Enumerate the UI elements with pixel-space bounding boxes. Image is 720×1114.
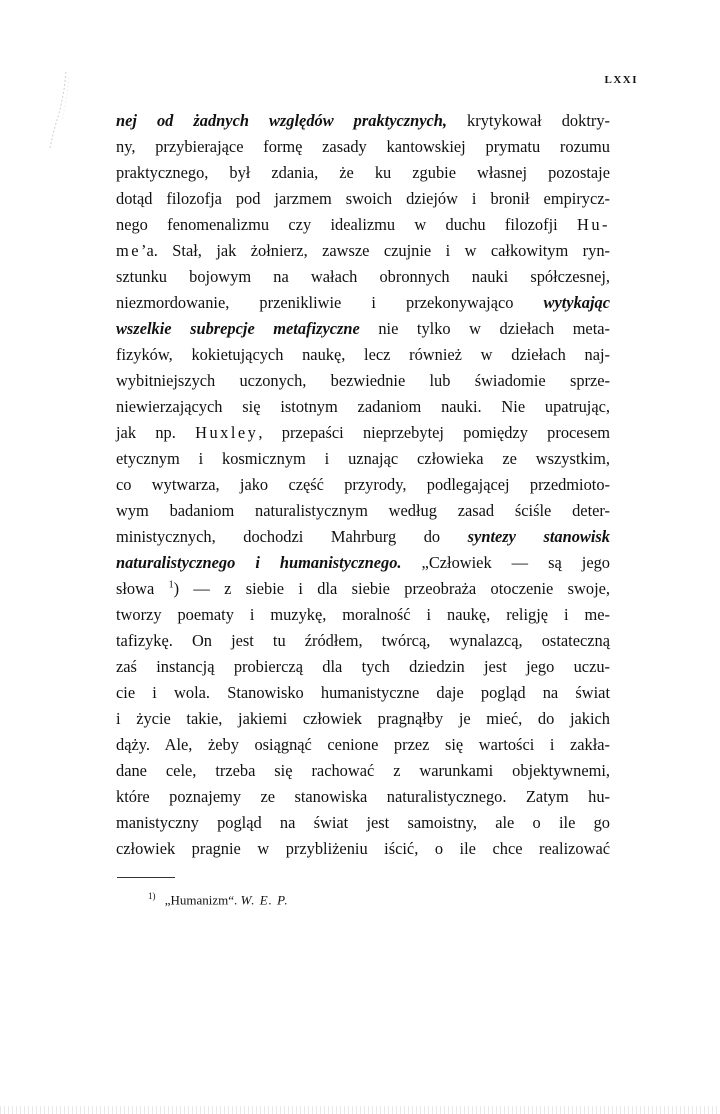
- text-line-15: co wytwarza, jako część przyrody, podlegającej przedmioto-: [116, 475, 610, 494]
- text-line-20: tworzy poematy i muzykę, moralność i naukę, religję i me-: [116, 605, 610, 624]
- text-line-18: naturalistycznego i humanistycznego. „Człowiek — są jego: [116, 553, 611, 572]
- text-line-13: jak np. Huxley, przepaści nieprzebytej pomiędzy procesem: [116, 423, 610, 442]
- text-line-17: ministycznych, dochodzi Mahrburg do syntezy stanowisk: [116, 527, 610, 546]
- text-line-5: nego fenomenalizmu czy idealizmu w duchu filozofji Hu-: [116, 215, 610, 234]
- footnote-divider: [117, 877, 175, 878]
- footnote-text: „Humanizm“.: [164, 892, 238, 908]
- footnote: [148, 887, 289, 909]
- page-number: LXXI: [604, 74, 638, 86]
- text-line-9: wszelkie subrepcje metafizyczne nie tylko w dziełach meta-: [116, 319, 610, 338]
- text-line-2: ny, przybierające formę zasady kantowskiej prymatu rozumu: [116, 137, 610, 156]
- footnote-ref: 1: [168, 579, 174, 591]
- text-line-25: dąży. Ale, żeby osiągnąć cenione przez się wartości i zakła-: [116, 735, 610, 754]
- text-line-29: człowiek pragnie w przybliżeniu iścić, o ile chce realizować: [116, 839, 610, 858]
- text-line-10: fizyków, kokietujących naukę, lecz również w dziełach naj-: [116, 345, 610, 364]
- text-line-21: tafizykę. On jest tu źródłem, twórcą, wynalazcą, ostateczną: [116, 631, 610, 650]
- text-line-7: sztunku bojowym na wałach obronnych nauki spółczesnej,: [116, 267, 610, 286]
- text-line-28: manistyczny pogląd na świat jest samoistny, ale o ile go: [116, 813, 610, 832]
- footnote-marker: 1): [148, 891, 156, 901]
- footnote-source: W. E. P.: [240, 892, 289, 908]
- text-line-3: praktycznego, był zdania, że ku zgubie własnej pozostaje: [116, 163, 610, 182]
- text-line-24: i życie takie, jakiemi człowiek pragnąłby je mieć, do jakich: [116, 709, 610, 728]
- scan-edge: [0, 1106, 720, 1114]
- text-line-1: nej od żadnych względów praktycznych, krytykował doktry-: [116, 111, 610, 130]
- body-text: [116, 108, 610, 862]
- text-line-6: me’a. Stał, jak żołnierz, zawsze czujnie i w całkowitym ryn-: [116, 241, 610, 260]
- text-line-14: etycznym i kosmicznym i uznając człowieka ze wszystkim,: [116, 449, 610, 468]
- text-line-26: dane cele, trzeba się rachować z warunkami objektywnemi,: [116, 761, 610, 780]
- text-line-11: wybitniejszych uczonych, bezwiednie lub świadomie sprze-: [116, 371, 610, 390]
- text-line-27: które poznajemy ze stanowiska naturalistycznego. Zatym hu-: [116, 787, 610, 806]
- margin-pencil-mark: [44, 70, 74, 150]
- text-line-8: niezmordowanie, przenikliwie i przekonywająco wytykając: [116, 293, 610, 312]
- text-line-16: wym badaniom naturalistycznym według zasad ściśle deter-: [116, 501, 610, 520]
- text-line-23: cie i wola. Stanowisko humanistyczne daje pogląd na świat: [116, 683, 610, 702]
- text-line-4: dotąd filozofja pod jarzmem swoich dziejów i bronił empirycz-: [116, 189, 610, 208]
- text-line-19: słowa $^1$) — z siebie i dla siebie przeobraża otoczenie swoje,: [116, 579, 610, 598]
- text-line-12: niewierzających się istotnym zadaniom nauki. Nie upatrując,: [116, 397, 610, 416]
- text-line-22: zaś instancją probierczą dla tych dziedzin jest jego uczu-: [116, 657, 610, 676]
